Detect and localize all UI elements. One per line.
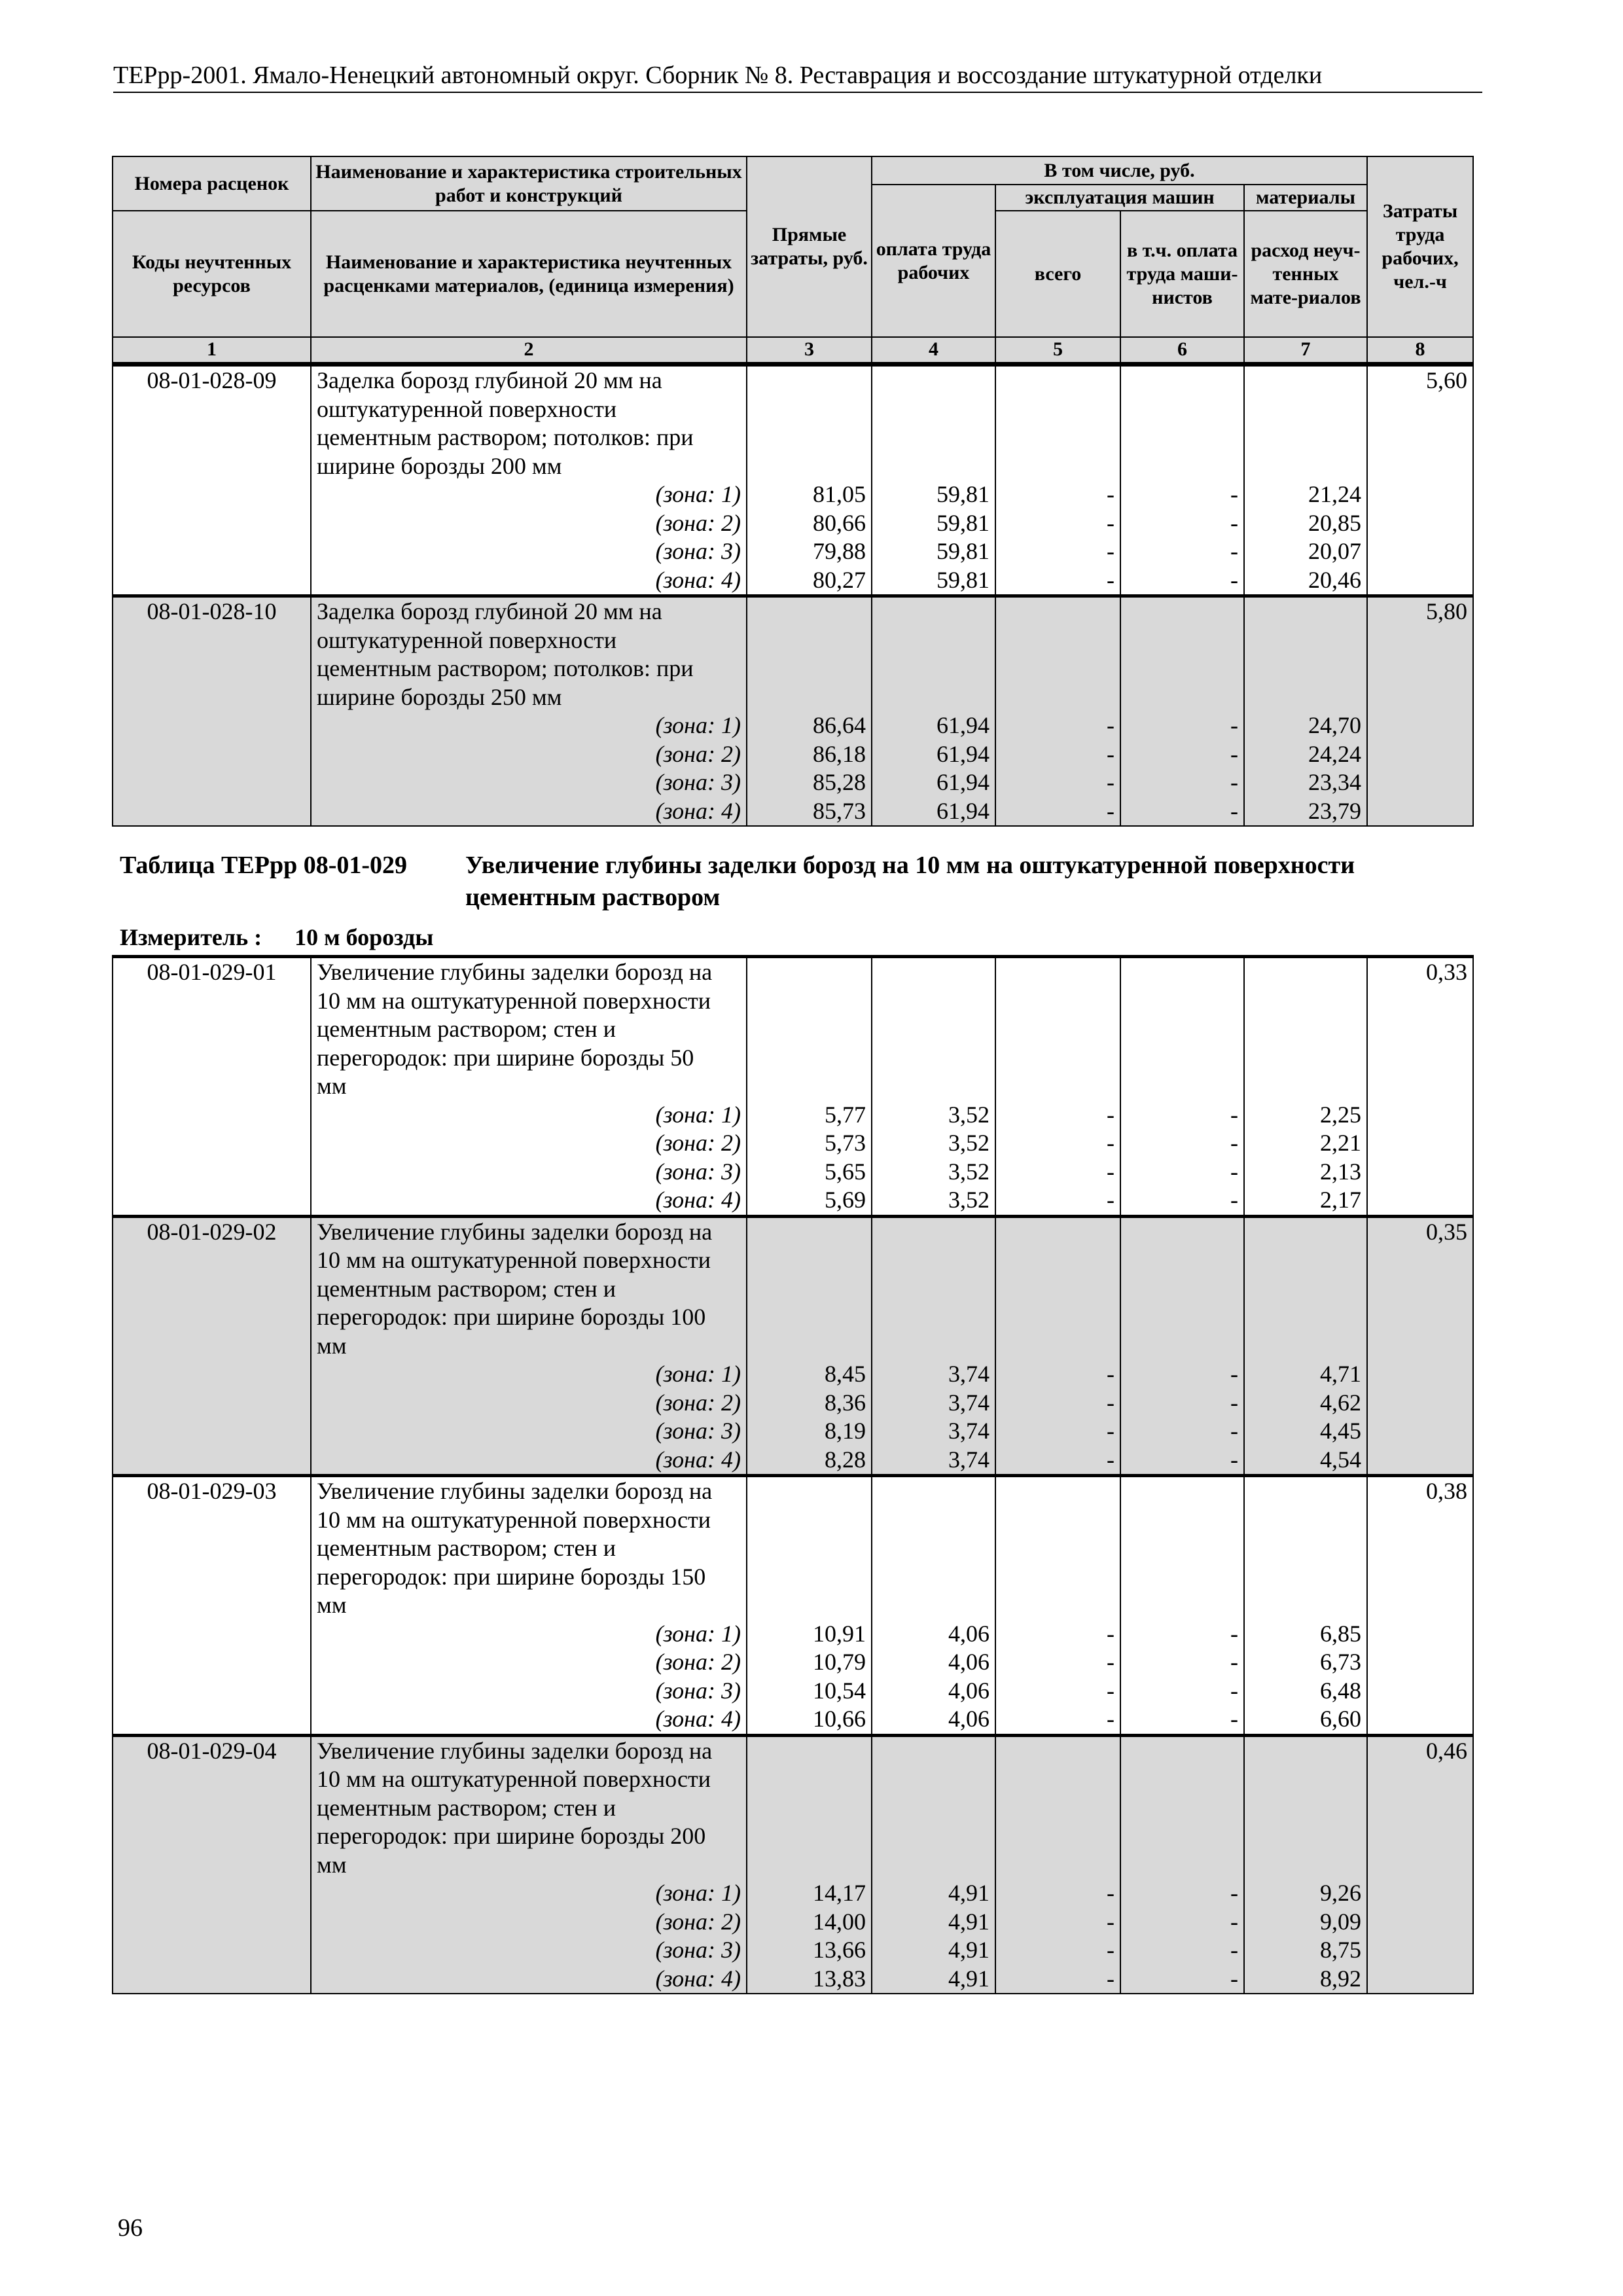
header-materials: материалы [1244, 185, 1367, 211]
machinist-wage: - [1230, 1908, 1238, 1935]
worker-wage: 61,94 [936, 712, 990, 738]
zone-label: (зона: 3) [655, 1677, 741, 1704]
material-cost: 21,24 [1308, 481, 1361, 507]
labor-cost: 0,35 [1426, 1218, 1467, 1245]
column-number: 1 [113, 337, 311, 363]
column-number: 8 [1367, 337, 1473, 363]
zone-label: (зона: 2) [655, 1649, 741, 1675]
worker-wage: 4,91 [948, 1908, 990, 1935]
rate-description-line: мм [317, 1851, 347, 1878]
column-number: 2 [311, 337, 747, 363]
material-cost: 6,85 [1320, 1620, 1361, 1647]
machinist-wage: - [1230, 1361, 1238, 1387]
machine-cost: - [1107, 1130, 1115, 1156]
rate-description-line: ширине борозды 200 мм [317, 452, 562, 479]
rate-description-line: ширине борозды 250 мм [317, 683, 562, 710]
zone-label: (зона: 1) [655, 1620, 741, 1647]
header-rate-numbers: Номера расценок [113, 156, 311, 211]
rate-description-line: перегородок: при ширине борозды 50 [317, 1044, 694, 1071]
rate-description-line: оштукатуренной поверхности [317, 626, 617, 653]
zone-label: (зона: 4) [655, 1446, 741, 1473]
rate-description-line: 10 мм на оштукатуренной поверхности [317, 1247, 711, 1273]
direct-cost: 5,69 [825, 1187, 866, 1213]
zone-label: (зона: 1) [655, 1101, 741, 1128]
worker-wage: 3,52 [948, 1130, 990, 1156]
header-direct-costs: Прямые затраты, руб. [747, 156, 872, 337]
zone-label: (зона: 3) [655, 1937, 741, 1963]
direct-cost: 80,27 [813, 566, 866, 593]
zone-label: (зона: 3) [655, 1158, 741, 1185]
rates-table-029 [112, 955, 1474, 1994]
direct-cost: 10,79 [813, 1649, 866, 1675]
running-head: ТЕРрр-2001. Ямало-Ненецкий автономный округ. Сборник № 8. Реставрация и воссоздание штукатурной отделки [113, 60, 1482, 93]
table-header [112, 156, 1474, 365]
direct-cost: 5,73 [825, 1130, 866, 1156]
material-cost: 24,24 [1308, 740, 1361, 767]
machinist-wage: - [1230, 1101, 1238, 1128]
header-labor-costs: Затраты труда рабочих, чел.-ч [1367, 156, 1473, 337]
zone-label: (зона: 4) [655, 566, 741, 593]
machine-cost: - [1107, 481, 1115, 507]
rate-description-line: Увеличение глубины заделки борозд на [317, 1218, 713, 1245]
machinist-wage: - [1230, 1187, 1238, 1213]
machinist-wage: - [1230, 1389, 1238, 1416]
header-work-name: Наименование и характеристика строительных работ и конструкций [311, 156, 747, 211]
rates-table-028 [112, 363, 1474, 827]
labor-cost: 5,60 [1426, 367, 1467, 393]
header-machines-total: всего [995, 211, 1120, 337]
machinist-wage: - [1230, 769, 1238, 795]
machinist-wage: - [1230, 1677, 1238, 1704]
rate-description-line: перегородок: при ширине борозды 100 [317, 1304, 706, 1330]
material-cost: 2,13 [1320, 1158, 1361, 1185]
machine-cost: - [1107, 1677, 1115, 1704]
zone-label: (зона: 3) [655, 538, 741, 564]
material-cost: 4,54 [1320, 1446, 1361, 1473]
worker-wage: 59,81 [936, 481, 990, 507]
worker-wage: 59,81 [936, 509, 990, 536]
worker-wage: 59,81 [936, 566, 990, 593]
direct-cost: 14,17 [813, 1880, 866, 1906]
direct-cost: 10,91 [813, 1620, 866, 1647]
rate-description-line: цементным раствором; стен и [317, 1535, 616, 1561]
material-cost: 23,34 [1308, 769, 1361, 795]
material-cost: 2,25 [1320, 1101, 1361, 1128]
worker-wage: 4,91 [948, 1880, 990, 1906]
material-cost: 20,07 [1308, 538, 1361, 564]
machinist-wage: - [1230, 566, 1238, 593]
direct-cost: 79,88 [813, 538, 866, 564]
machine-cost: - [1107, 1620, 1115, 1647]
rate-description-line: Заделка борозд глубиной 20 мм на [317, 598, 662, 624]
machine-cost: - [1107, 1101, 1115, 1128]
machinist-wage: - [1230, 1649, 1238, 1675]
material-cost: 24,70 [1308, 712, 1361, 738]
material-cost: 2,17 [1320, 1187, 1361, 1213]
zone-label: (зона: 3) [655, 1418, 741, 1444]
worker-wage: 61,94 [936, 740, 990, 767]
rate-code: 08-01-028-10 [147, 598, 277, 624]
machinist-wage: - [1230, 1130, 1238, 1156]
labor-cost: 5,80 [1426, 598, 1467, 624]
zone-label: (зона: 2) [655, 1389, 741, 1416]
worker-wage: 3,74 [948, 1361, 990, 1387]
rate-description-line: 10 мм на оштукатуренной поверхности [317, 1506, 711, 1533]
worker-wage: 4,06 [948, 1620, 990, 1647]
machinist-wage: - [1230, 509, 1238, 536]
material-cost: 9,26 [1320, 1880, 1361, 1906]
zone-label: (зона: 1) [655, 1361, 741, 1387]
machine-cost: - [1107, 566, 1115, 593]
header-material-consumption: расход неуч-тенных мате-риалов [1244, 211, 1367, 337]
material-cost: 6,48 [1320, 1677, 1361, 1704]
labor-cost: 0,38 [1426, 1478, 1467, 1504]
table-row [113, 1476, 1473, 1736]
zone-label: (зона: 4) [655, 797, 741, 824]
labor-cost: 0,46 [1426, 1737, 1467, 1764]
rate-code: 08-01-028-09 [147, 367, 277, 393]
column-number: 6 [1120, 337, 1244, 363]
machinist-wage: - [1230, 1446, 1238, 1473]
table-caption-label: Таблица ТЕРрр 08-01-029 [120, 852, 408, 879]
direct-cost: 86,18 [813, 740, 866, 767]
worker-wage: 61,94 [936, 769, 990, 795]
measurement-unit-label: Измеритель : [120, 924, 262, 950]
column-number: 3 [747, 337, 872, 363]
worker-wage: 3,52 [948, 1158, 990, 1185]
machinist-wage: - [1230, 1158, 1238, 1185]
machine-cost: - [1107, 1389, 1115, 1416]
zone-label: (зона: 2) [655, 740, 741, 767]
machine-cost: - [1107, 1361, 1115, 1387]
machine-cost: - [1107, 509, 1115, 536]
material-cost: 8,92 [1320, 1965, 1361, 1992]
worker-wage: 4,91 [948, 1937, 990, 1963]
machine-cost: - [1107, 769, 1115, 795]
table-row [113, 1735, 1473, 1994]
header-worker-wages: оплата труда рабочих [872, 185, 995, 337]
measurement-unit-value: 10 м борозды [294, 924, 434, 950]
machine-cost: - [1107, 1965, 1115, 1992]
direct-cost: 8,36 [825, 1389, 866, 1416]
machine-cost: - [1107, 1706, 1115, 1732]
material-cost: 9,09 [1320, 1908, 1361, 1935]
rate-description-line: мм [317, 1073, 347, 1099]
rate-description-line: перегородок: при ширине борозды 150 [317, 1563, 706, 1590]
material-cost: 2,21 [1320, 1130, 1361, 1156]
rate-code: 08-01-029-03 [147, 1478, 277, 1504]
material-cost: 4,62 [1320, 1389, 1361, 1416]
direct-cost: 13,83 [813, 1965, 866, 1992]
material-cost: 6,60 [1320, 1706, 1361, 1732]
machine-cost: - [1107, 1880, 1115, 1906]
worker-wage: 3,52 [948, 1187, 990, 1213]
table-row [113, 596, 1473, 827]
material-cost: 23,79 [1308, 797, 1361, 824]
direct-cost: 8,28 [825, 1446, 866, 1473]
worker-wage: 3,74 [948, 1389, 990, 1416]
machinist-wage: - [1230, 712, 1238, 738]
zone-label: (зона: 2) [655, 1908, 741, 1935]
rate-description-line: Заделка борозд глубиной 20 мм на [317, 367, 662, 393]
zone-label: (зона: 3) [655, 769, 741, 795]
rate-description-line: Увеличение глубины заделки борозд на [317, 959, 713, 985]
machine-cost: - [1107, 1418, 1115, 1444]
rate-description-line: 10 мм на оштукатуренной поверхности [317, 1766, 711, 1792]
labor-cost: 0,33 [1426, 959, 1467, 985]
rate-description-line: Увеличение глубины заделки борозд на [317, 1737, 713, 1764]
rate-description-line: цементным раствором; потолков: при [317, 655, 694, 681]
page-number: 96 [118, 2214, 143, 2242]
direct-cost: 5,77 [825, 1101, 866, 1128]
material-cost: 4,45 [1320, 1418, 1361, 1444]
machine-cost: - [1107, 797, 1115, 824]
zone-label: (зона: 4) [655, 1965, 741, 1992]
zone-label: (зона: 1) [655, 481, 741, 507]
worker-wage: 4,06 [948, 1706, 990, 1732]
worker-wage: 3,74 [948, 1418, 990, 1444]
machinist-wage: - [1230, 740, 1238, 767]
rate-description-line: мм [317, 1332, 347, 1359]
rate-description-line: цементным раствором; потолков: при [317, 424, 694, 450]
machinist-wage: - [1230, 1937, 1238, 1963]
machine-cost: - [1107, 538, 1115, 564]
machine-cost: - [1107, 1187, 1115, 1213]
material-cost: 8,75 [1320, 1937, 1361, 1963]
direct-cost: 81,05 [813, 481, 866, 507]
table-row [113, 365, 1473, 596]
rate-code: 08-01-029-01 [147, 959, 277, 985]
direct-cost: 85,28 [813, 769, 866, 795]
worker-wage: 3,74 [948, 1446, 990, 1473]
machine-cost: - [1107, 1446, 1115, 1473]
worker-wage: 4,06 [948, 1677, 990, 1704]
column-number: 7 [1244, 337, 1367, 363]
material-cost: 4,71 [1320, 1361, 1361, 1387]
machinist-wage: - [1230, 797, 1238, 824]
machine-cost: - [1107, 1908, 1115, 1935]
table-caption-title: Увеличение глубины заделки борозд на 10 мм на оштукатуренной поверхности цементным раствором [465, 852, 1355, 911]
machine-cost: - [1107, 1937, 1115, 1963]
zone-label: (зона: 2) [655, 1130, 741, 1156]
direct-cost: 14,00 [813, 1908, 866, 1935]
direct-cost: 8,45 [825, 1361, 866, 1387]
material-cost: 20,46 [1308, 566, 1361, 593]
machine-cost: - [1107, 1649, 1115, 1675]
rate-description-line: цементным раствором; стен и [317, 1794, 616, 1821]
direct-cost: 86,64 [813, 712, 866, 738]
measurement-unit [120, 923, 433, 952]
machinist-wage: - [1230, 1418, 1238, 1444]
rate-code: 08-01-029-04 [147, 1737, 277, 1764]
direct-cost: 10,66 [813, 1706, 866, 1732]
column-number: 5 [995, 337, 1120, 363]
machinist-wage: - [1230, 1965, 1238, 1992]
zone-label: (зона: 4) [655, 1187, 741, 1213]
rate-description-line: Увеличение глубины заделки борозд на [317, 1478, 713, 1504]
machinist-wage: - [1230, 1706, 1238, 1732]
zone-label: (зона: 1) [655, 712, 741, 738]
machine-cost: - [1107, 740, 1115, 767]
rate-description-line: перегородок: при ширине борозды 200 [317, 1823, 706, 1849]
rate-description-line: цементным раствором; стен и [317, 1016, 616, 1042]
worker-wage: 4,91 [948, 1965, 990, 1992]
rate-description-line: цементным раствором; стен и [317, 1275, 616, 1302]
worker-wage: 59,81 [936, 538, 990, 564]
column-number: 4 [872, 337, 995, 363]
machinist-wage: - [1230, 481, 1238, 507]
worker-wage: 3,52 [948, 1101, 990, 1128]
direct-cost: 10,54 [813, 1677, 866, 1704]
header-machine-operation: эксплуатация машин [995, 185, 1244, 211]
zone-label: (зона: 1) [655, 1880, 741, 1906]
worker-wage: 61,94 [936, 797, 990, 824]
worker-wage: 4,06 [948, 1649, 990, 1675]
direct-cost: 80,66 [813, 509, 866, 536]
header-resource-codes: Коды неучтенных ресурсов [113, 211, 311, 337]
zone-label: (зона: 4) [655, 1706, 741, 1732]
direct-cost: 13,66 [813, 1937, 866, 1963]
material-cost: 20,85 [1308, 509, 1361, 536]
rate-description-line: 10 мм на оштукатуренной поверхности [317, 987, 711, 1014]
rate-code: 08-01-029-02 [147, 1218, 277, 1245]
header-machinist-wages: в т.ч. оплата труда маши-нистов [1120, 211, 1244, 337]
zone-label: (зона: 2) [655, 509, 741, 536]
table-row [113, 1216, 1473, 1476]
machinist-wage: - [1230, 1620, 1238, 1647]
header-material-name: Наименование и характеристика неучтенных расценками материалов, (единица измерения) [311, 211, 747, 337]
material-cost: 6,73 [1320, 1649, 1361, 1675]
direct-cost: 5,65 [825, 1158, 866, 1185]
rate-description-line: оштукатуренной поверхности [317, 395, 617, 422]
table-row [113, 957, 1473, 1217]
direct-cost: 85,73 [813, 797, 866, 824]
machinist-wage: - [1230, 1880, 1238, 1906]
rate-description-line: мм [317, 1592, 347, 1618]
machine-cost: - [1107, 712, 1115, 738]
header-including: В том числе, руб. [872, 156, 1367, 185]
machinist-wage: - [1230, 538, 1238, 564]
machine-cost: - [1107, 1158, 1115, 1185]
direct-cost: 8,19 [825, 1418, 866, 1444]
